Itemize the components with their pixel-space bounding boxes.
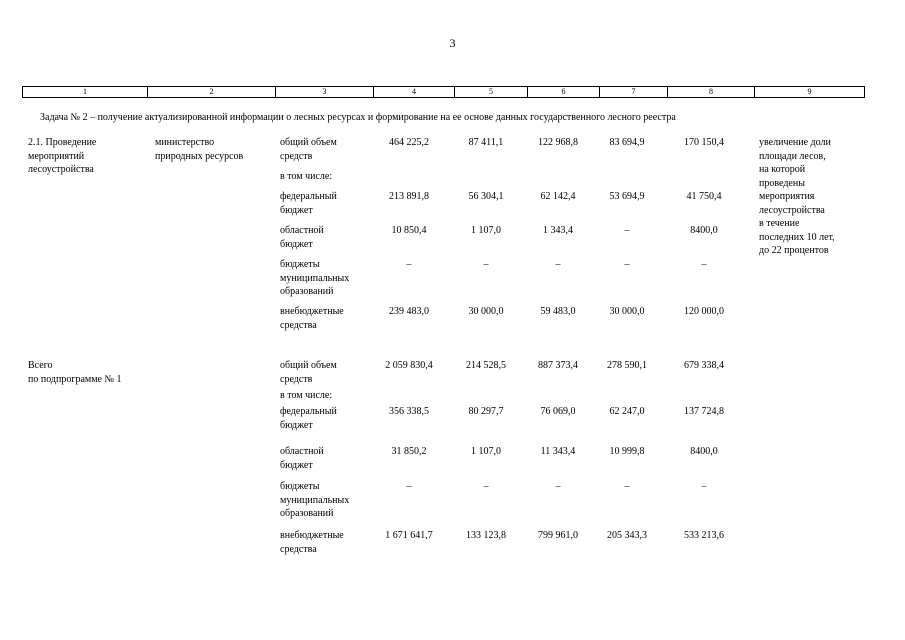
subprogram-total-row-label: внебюджетные — [280, 530, 344, 541]
task-title: Задача № 2 – получение актуализированной информации о лесных ресурсах и формирование на ее основе данных государственного лесного реестра — [40, 112, 676, 123]
subtask-2-1-amount-cell: 213 891,8 — [389, 191, 429, 202]
subprogram-total-amount-cell: 356 338,5 — [389, 406, 429, 417]
subtask-2-1-amount-cell: 56 304,1 — [468, 191, 504, 202]
subprogram-total-amount-cell: 2 059 830,4 — [385, 360, 433, 371]
subtask-2-1-amount-cell: – — [555, 259, 561, 270]
column-number-4: 4 — [374, 87, 455, 97]
subprogram-total-activity-line: Всего — [28, 360, 53, 371]
subtask-2-1-amount-cell: 53 694,9 — [609, 191, 645, 202]
column-number-6: 6 — [528, 87, 600, 97]
subprogram-total-amount-cell: 214 528,5 — [466, 360, 506, 371]
subtask-2-1-amount-cell: 239 483,0 — [389, 306, 429, 317]
subprogram-total-row-label: федеральный — [280, 406, 337, 417]
subtask-2-1-result-line: проведены — [759, 177, 805, 189]
subtask-2-1-amount-cell: – — [624, 225, 630, 236]
subprogram-total-amount-cell: 278 590,1 — [607, 360, 647, 371]
subprogram-total-amount-cell: – — [701, 481, 707, 492]
subprogram-total-row-label: областной — [280, 446, 324, 457]
column-number-7: 7 — [600, 87, 668, 97]
subtask-2-1-row-label: средства — [280, 319, 317, 331]
subtask-2-1-amount-cell: 30 000,0 — [609, 306, 645, 317]
subtask-2-1-amount-cell: 10 850,4 — [391, 225, 427, 236]
subprogram-total-row-label: общий объем — [280, 360, 337, 371]
subprogram-total-amount-cell: 799 961,0 — [538, 530, 578, 541]
subtask-2-1-row-label: муниципальных — [280, 272, 350, 284]
subtask-2-1-result-line: мероприятия — [759, 191, 815, 202]
subtask-2-1-row-label: внебюджетные — [280, 306, 344, 317]
subtask-2-1-row-label: областной — [280, 225, 324, 236]
subtask-2-1-amount-cell: 30 000,0 — [468, 306, 504, 317]
subprogram-total-amount-cell: 8400,0 — [690, 446, 718, 457]
subtask-2-1-row-label: в том числе: — [280, 171, 333, 182]
subtask-2-1-row-label: образований — [280, 286, 334, 297]
subprogram-total-row-label: бюджет — [280, 419, 313, 431]
subprogram-total-row-label: муниципальных — [280, 494, 350, 506]
column-number-8: 8 — [668, 87, 755, 97]
subtask-2-1-row-label: средств — [280, 150, 313, 162]
subprogram-total-row-label: в том числе: — [280, 390, 333, 401]
subtask-2-1-result-line: лесоустройства — [759, 204, 825, 216]
subtask-2-1-amount-cell: – — [701, 259, 707, 270]
column-number-header — [22, 86, 865, 98]
column-number-1: 1 — [23, 87, 148, 97]
subtask-2-1-result-line: в течение — [759, 218, 800, 229]
subtask-2-1-amount-cell: 1 343,4 — [543, 225, 573, 236]
subprogram-total-amount-cell: 1 107,0 — [471, 446, 501, 457]
subtask-2-1-amount-cell: 41 750,4 — [686, 191, 722, 202]
subtask-2-1-amount-cell: 83 694,9 — [609, 137, 645, 148]
subprogram-total-amount-cell: 31 850,2 — [391, 446, 427, 457]
subprogram-total-amount-cell: 62 247,0 — [609, 406, 645, 417]
subprogram-total-amount-cell: – — [555, 481, 561, 492]
subtask-2-1-executor-line: природных ресурсов — [155, 150, 244, 162]
subprogram-total-amount-cell: 205 343,3 — [607, 530, 647, 541]
subtask-2-1-amount-cell: – — [406, 259, 412, 270]
subprogram-total-row-label: бюджеты — [280, 481, 320, 492]
subtask-2-1-result-line: на которой — [759, 164, 806, 175]
subtask-2-1-executor-line: министерство — [155, 137, 215, 148]
subtask-2-1-row-label: федеральный — [280, 191, 337, 202]
subtask-2-1-amount-cell: 87 411,1 — [468, 137, 504, 148]
column-number-3: 3 — [276, 87, 374, 97]
subprogram-total-amount-cell: 76 069,0 — [540, 406, 576, 417]
column-number-9: 9 — [807, 87, 812, 96]
subtask-2-1-amount-cell: 62 142,4 — [540, 191, 576, 202]
subtask-2-1-activity-line: лесоустройства — [28, 164, 94, 175]
subprogram-total-amount-cell: – — [406, 481, 412, 492]
subtask-2-1-activity-line: мероприятий — [28, 150, 85, 162]
subtask-2-1-result-line: площади лесов, — [759, 150, 826, 162]
column-number-2: 2 — [148, 87, 276, 97]
subtask-2-1-result-line: последних 10 лет, — [759, 231, 835, 243]
subtask-2-1-row-label: общий объем — [280, 137, 337, 148]
subprogram-total-amount-cell: 10 999,8 — [609, 446, 645, 457]
subtask-2-1-result-line: увеличение доли — [759, 137, 831, 148]
subprogram-total-row-label: образований — [280, 508, 334, 519]
subprogram-total-amount-cell: 80 297,7 — [468, 406, 504, 417]
subtask-2-1-amount-cell: 120 000,0 — [684, 306, 724, 317]
subprogram-total-row-label: бюджет — [280, 459, 313, 471]
subtask-2-1-amount-cell: 1 107,0 — [471, 225, 501, 236]
subtask-2-1-amount-cell: 170 150,4 — [684, 137, 724, 148]
subprogram-total-activity-line: по подпрограмме № 1 — [28, 373, 122, 385]
subprogram-total-amount-cell: – — [483, 481, 489, 492]
subprogram-total-amount-cell: 133 123,8 — [466, 530, 506, 541]
subtask-2-1-row-label: бюджет — [280, 204, 313, 216]
subtask-2-1-amount-cell: 122 968,8 — [538, 137, 578, 148]
page-number: 3 — [449, 36, 456, 50]
subprogram-total-amount-cell: 11 343,4 — [540, 446, 576, 457]
subtask-2-1-amount-cell: 59 483,0 — [540, 306, 576, 317]
column-number-5: 5 — [455, 87, 528, 97]
subtask-2-1-amount-cell: 464 225,2 — [389, 137, 429, 148]
subtask-2-1-amount-cell: – — [483, 259, 489, 270]
subtask-2-1-row-label: бюджеты — [280, 259, 320, 270]
subprogram-total-amount-cell: 533 213,6 — [684, 530, 724, 541]
subprogram-total-amount-cell: 1 671 641,7 — [385, 530, 433, 541]
subprogram-total-row-label: средств — [280, 373, 313, 385]
subprogram-total-amount-cell: 887 373,4 — [538, 360, 578, 371]
subprogram-total-row-label: средства — [280, 543, 317, 555]
subtask-2-1-activity-line: 2.1. Проведение — [28, 137, 97, 148]
subtask-2-1-amount-cell: 8400,0 — [690, 225, 718, 236]
subprogram-total-amount-cell: 137 724,8 — [684, 406, 724, 417]
subtask-2-1-amount-cell: – — [624, 259, 630, 270]
subprogram-total-amount-cell: – — [624, 481, 630, 492]
subprogram-total-amount-cell: 679 338,4 — [684, 360, 724, 371]
subtask-2-1-row-label: бюджет — [280, 238, 313, 250]
subtask-2-1-result-line: до 22 процентов — [759, 245, 829, 256]
